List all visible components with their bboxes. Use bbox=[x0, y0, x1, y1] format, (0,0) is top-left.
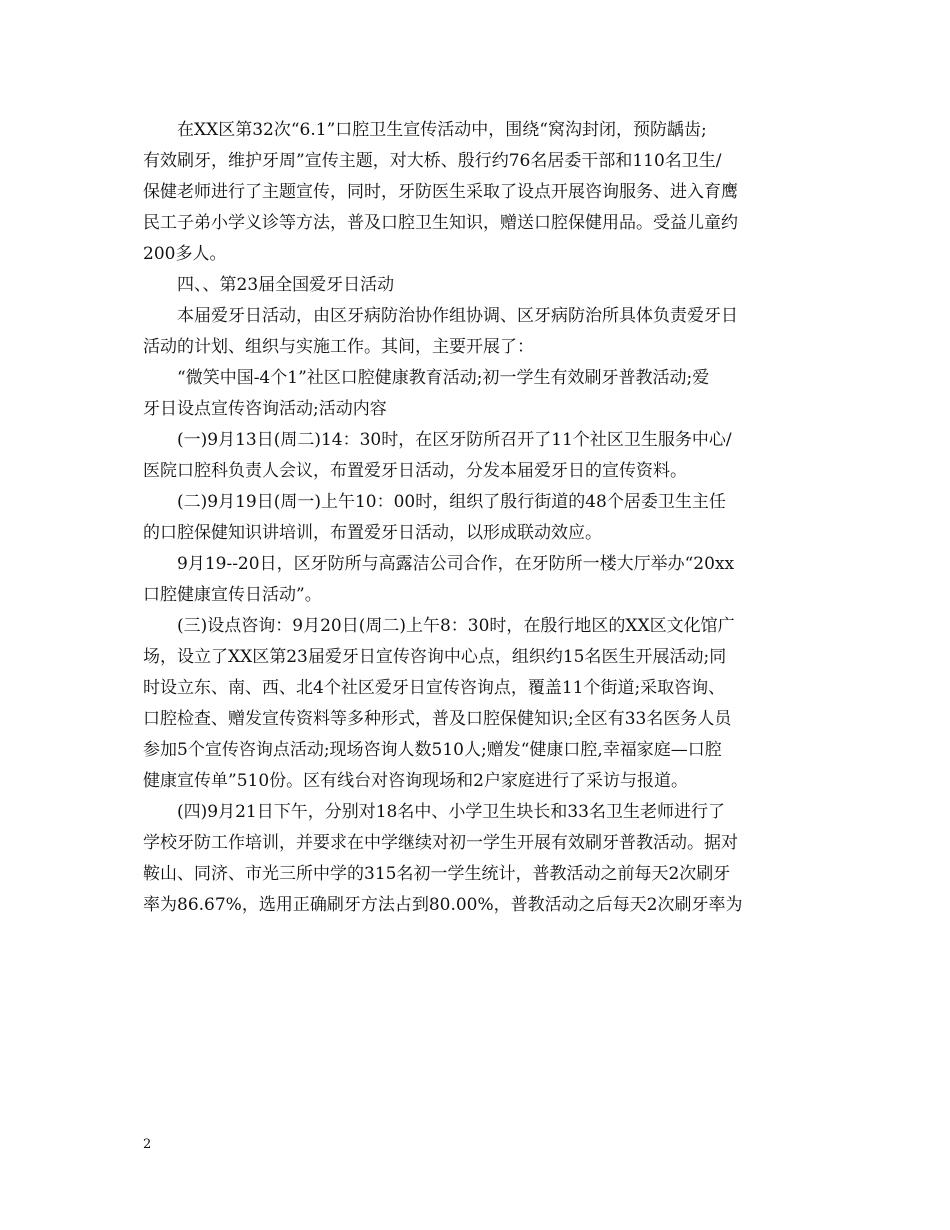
text-line: “微笑中国-4个1”社区口腔健康教育活动;初一学生有效刷牙普教活动;爱 bbox=[177, 368, 710, 388]
text-line: 口腔检查、赠发宣传资料等多种形式，普及口腔保健知识;全区有33名医务人员 bbox=[143, 709, 732, 729]
text-line: 学校牙防工作培训，并要求在中学继续对初一学生开展有效刷牙普教活动。据对 bbox=[143, 833, 738, 853]
text-line: (三)设点咨询：9月20日(周二)上午8：30时，在殷行地区的XX区文化馆广 bbox=[177, 616, 735, 636]
text-line: (四)9月21日下午，分别对18名中、小学卫生块长和33名卫生老师进行了 bbox=[177, 802, 725, 822]
text-line: 9月19--20日，区牙防所与高露洁公司合作，在牙防所一楼大厅举办“20xx bbox=[177, 554, 735, 574]
text-line: 本届爱牙日活动，由区牙病防治协作组协调、区牙病防治所具体负责爱牙日 bbox=[177, 306, 738, 326]
page-number: 2 bbox=[143, 1137, 152, 1152]
text-line: 牙日设点宣传咨询活动;活动内容 bbox=[143, 399, 387, 419]
text-line: (一)9月13日(周二)14：30时，在区牙防所召开了11个社区卫生服务中心/ bbox=[177, 430, 732, 450]
text-line: 保健老师进行了主题宣传，同时，牙防医生采取了设点开展咨询服务、进入育鹰 bbox=[143, 182, 738, 202]
text-line: 参加5个宣传咨询点活动;现场咨询人数510人;赠发“健康口腔,幸福家庭—口腔 bbox=[143, 740, 722, 760]
text-line: 场，设立了XX区第23届爱牙日宣传咨询中心点，组织约15名医生开展活动;同 bbox=[143, 647, 727, 667]
text-line: 的口腔保健知识讲培训，布置爱牙日活动，以形成联动效应。 bbox=[143, 523, 602, 543]
text-line: 在XX区第32次“6.1”口腔卫生宣传活动中，围绕“窝沟封闭，预防龋齿; bbox=[177, 120, 707, 140]
text-line: 鞍山、同济、市光三所中学的315名初一学生统计，普教活动之前每天2次刷牙 bbox=[143, 864, 731, 884]
text-line: 时设立东、南、西、北4个社区爱牙日宣传咨询点，覆盖11个街道;采取咨询、 bbox=[143, 678, 726, 698]
text-line: 民工子弟小学义诊等方法，普及口腔卫生知识，赠送口腔保健用品。受益儿童约 bbox=[143, 213, 738, 233]
text-line: 有效刷牙，维护牙周”宣传主题，对大桥、殷行约76名居委干部和110名卫生/ bbox=[143, 151, 722, 171]
text-line: (二)9月19日(周一)上午10：00时，组织了殷行街道的48个居委卫生主任 bbox=[177, 492, 726, 512]
text-line: 四、、第23届全国爱牙日活动 bbox=[177, 275, 395, 295]
text-line: 口腔健康宣传日活动”。 bbox=[143, 585, 322, 605]
text-line: 健康宣传单”510份。区有线台对咨询现场和2户家庭进行了采访与报道。 bbox=[143, 771, 688, 791]
text-line: 200多人。 bbox=[143, 244, 227, 264]
text-line: 医院口腔科负责人会议，布置爱牙日活动，分发本届爱牙日的宣传资料。 bbox=[143, 461, 687, 481]
text-line: 率为86.67%，选用正确刷牙方法占到80.00%，普教活动之后每天2次刷牙率为 bbox=[143, 895, 743, 915]
text-line: 活动的计划、组织与实施工作。其间，主要开展了： bbox=[143, 337, 534, 357]
document-body bbox=[143, 115, 807, 921]
